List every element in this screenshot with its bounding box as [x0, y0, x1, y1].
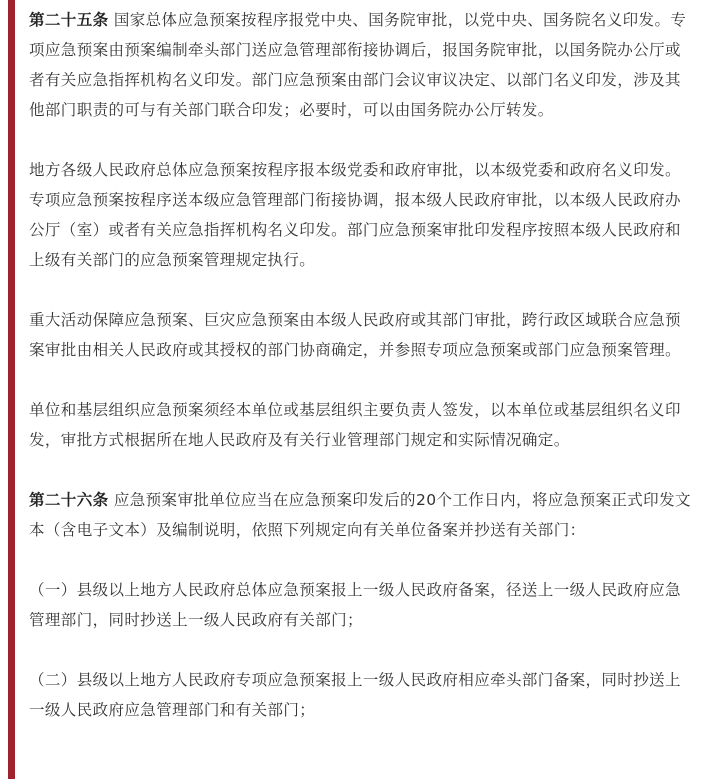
article-25-paragraph-1: [29, 5, 691, 125]
left-accent-bar: [8, 0, 15, 779]
article-26-item-2: （二）县级以上地方人民政府专项应急预案报上一级人民政府相应牵头部门备案，同时抄送上一级人民政府应急管理部门和有关部门；: [29, 671, 681, 719]
article-25-number: 第二十五条: [29, 11, 109, 29]
article-26-number: 第二十六条: [29, 491, 109, 509]
article-26-text-1: 应急预案审批单位应当在应急预案印发后的20个工作日内，将应急预案正式印发文本（含电子文本）及编制说明，依照下列规定向有关单位备案并抄送有关部门：: [29, 491, 691, 539]
article-25-paragraph-4: 单位和基层组织应急预案须经本单位或基层组织主要负责人签发，以本单位或基层组织名义印发，审批方式根据所在地人民政府及有关行业管理部门规定和实际情况确定。: [29, 401, 681, 449]
article-25-paragraph-2: 地方各级人民政府总体应急预案按程序报本级党委和政府审批，以本级党委和政府名义印发。专项应急预案按程序送本级应急管理部门衔接协调，报本级人民政府审批，以本级人民政府办公厅（室）或者有关应急指挥机构名义印发。部门应急预案审批印发程序按照本级人民政府和上级有关部门的应急预案管理规定执行。: [29, 161, 681, 269]
article-25-paragraph-3: 重大活动保障应急预案、巨灾应急预案由本级人民政府或其部门审批，跨行政区域联合应急预案审批由相关人民政府或其授权的部门协商确定，并参照专项应急预案或部门应急预案管理。: [29, 311, 681, 359]
article-25-text-1: 国家总体应急预案按程序报党中央、国务院审批，以党中央、国务院名义印发。专项应急预案由预案编制牵头部门送应急管理部衔接协调后，报国务院审批，以国务院办公厅或者有关应急指挥机构名义印发。部门应急预案由部门会议审议决定、以部门名义印发，涉及其他部门职责的可与有关部门联合印发；必要时，可以由国务院办公厅转发。: [29, 11, 687, 119]
article-26-paragraph-1: [29, 485, 691, 545]
article-26-item-1: （一）县级以上地方人民政府总体应急预案报上一级人民政府备案，径送上一级人民政府应急管理部门，同时抄送上一级人民政府有关部门；: [29, 581, 681, 629]
regulation-text: [29, 5, 691, 755]
